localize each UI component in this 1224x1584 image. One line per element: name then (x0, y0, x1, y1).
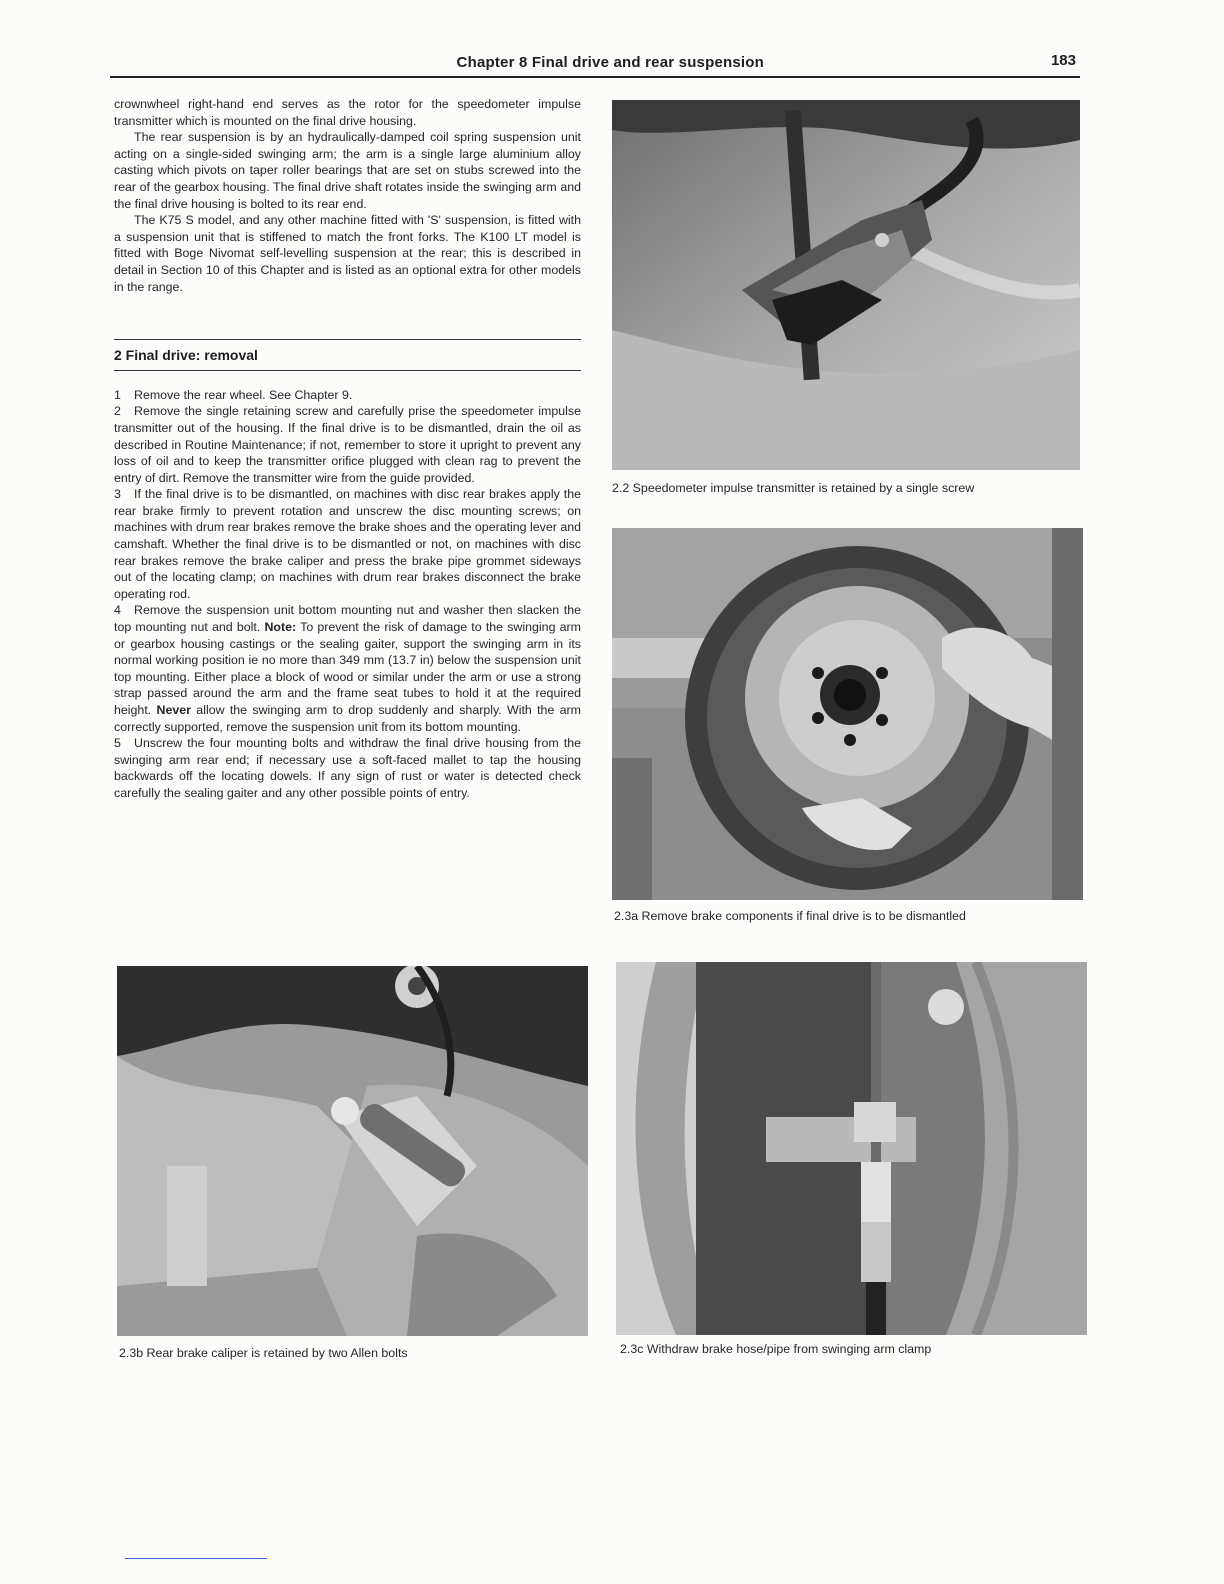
step-text: Remove the rear wheel. See Chapter 9. (134, 387, 353, 402)
text-column (114, 96, 581, 802)
step-3 (114, 486, 581, 602)
photo-speedometer-transmitter (612, 100, 1080, 470)
step-number: 5 (114, 736, 121, 751)
step-4 (114, 602, 581, 735)
chapter-title: Chapter 8 Final drive and rear suspension (456, 54, 764, 71)
page-header (110, 52, 1080, 78)
intro-paragraph-3: The K75 S model, and any other machine fitted with 'S' suspension, is fitted with a suspension unit that is stiffened to match the front forks. The K100 LT model is fitted with Boge Nivomat self-levelling suspension at the rear; this is described in detail in Section 10 of this Chapter and is listed as an optional extra for other models in the range. (114, 213, 581, 294)
caption-2-2: 2.2 Speedometer impulse transmitter is retained by a single screw (612, 481, 975, 495)
step-number: 1 (114, 387, 121, 402)
photo-brake-hose (616, 962, 1087, 1335)
step-text: Remove the single retaining screw and carefully prise the speedometer impulse transmitter out of the housing. If the final drive is to be dismantled, drain the oil as described in Routine Maintenance; if not, remember to store it upright to prevent any loss of oil and to keep the transmitter orifice plugged with clean rag to prevent the entry of dirt. Remove the transmitter wire from the guide provided. (114, 404, 581, 485)
caption-2-3b: 2.3b Rear brake caliper is retained by two Allen bolts (119, 1346, 408, 1360)
page-number: 183 (1050, 52, 1076, 69)
step-number: 2 (114, 404, 121, 419)
footer-rule (125, 1558, 267, 1559)
never-label: Never (156, 703, 191, 717)
step-text: Remove the suspension unit bottom mounting nut and washer then slacken the top mounting nut and bolt. (114, 603, 581, 635)
photo-brake-caliper (117, 966, 588, 1336)
step-text: To prevent the risk of damage to the swinging arm or gearbox housing castings or the sealing gaiter, support the swinging arm in its normal working position ie no more than 349 mm (13.7 in) below the suspension unit top mounting. Either place a block of wood or similar under the arm or use a strong strap passed around the arm and the frame seat tubes to hold it at the required height. (114, 620, 581, 717)
photo-brake-disc (612, 528, 1083, 900)
note-label: Note: (264, 620, 297, 635)
intro-paragraph-1: crownwheel right-hand end serves as the rotor for the speedometer impulse transmitter which is mounted on the final drive housing. (114, 97, 581, 128)
step-number: 4 (114, 603, 121, 618)
intro-paragraph-2: The rear suspension is by an hydraulically-damped coil spring suspension unit acting on a single-sided swinging arm; the arm is a single large aluminium alloy casting which pivots on taper roller bearings that are set on stubs screwed into the rear of the gearbox housing. The final drive shaft rotates inside the swinging arm and the final drive housing is bolted to its rear end. (114, 130, 581, 211)
step-text: Unscrew the four mounting bolts and withdraw the final drive housing from the swinging arm rear end; if necessary use a soft-faced mallet to tap the housing backwards off the locating dowels. If any sign of rust or water is detected check carefully the sealing gaiter and any other possible points of entry. (114, 736, 581, 800)
step-number: 3 (114, 487, 121, 502)
step-2 (114, 403, 581, 486)
step-text: If the final drive is to be dismantled, on machines with disc rear brakes apply the rear brake firmly to prevent rotation and unscrew the disc mounting screws; on machines with drum rear brakes remove the brake shoes and the operating lever and camshaft. Whether the final drive is to be dismantled or not, on machines with disc rear brakes remove the brake caliper and press the brake pipe grommet sideways out of the locating clamp; on machines with drum rear brakes disconnect the brake operating rod. (114, 487, 581, 601)
step-text: allow the swinging arm to drop suddenly and sharply. With the arm correctly supported, remove the suspension unit from its bottom mounting. (114, 703, 581, 734)
section-heading: 2 Final drive: removal (114, 340, 581, 371)
caption-2-3a: 2.3a Remove brake components if final drive is to be dismantled (614, 909, 966, 923)
caption-2-3c: 2.3c Withdraw brake hose/pipe from swinging arm clamp (620, 1342, 932, 1356)
step-1 (114, 387, 581, 404)
step-5 (114, 735, 581, 801)
